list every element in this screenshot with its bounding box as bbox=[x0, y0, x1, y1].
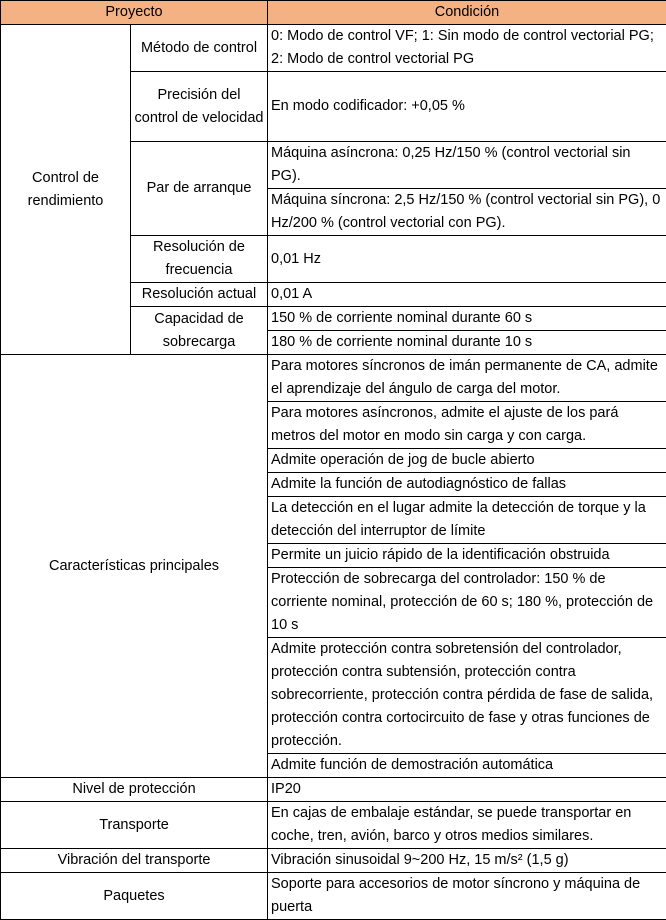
label-freq-resolution: Resolución de frecuencia bbox=[131, 236, 268, 283]
table-row bbox=[1, 25, 666, 72]
feature-item: Permite un juicio rápido de la identificación obstruida bbox=[268, 544, 666, 568]
header-project: Proyecto bbox=[1, 1, 268, 25]
value-control-method: 0: Modo de control VF; 1: Sin modo de control vectorial PG; 2: Modo de control vectorial PG bbox=[268, 25, 666, 72]
label-transport: Transporte bbox=[1, 802, 268, 849]
group-performance: Control de rendimiento bbox=[1, 25, 131, 355]
feature-item: Admite protección contra sobretensión del controlador, protección contra subtensión, protección contra sobrecorriente, protección contra pérdida de fase de salida, protección contra cortocircuito de fase y otras funciones de protección. bbox=[268, 638, 666, 754]
header-row bbox=[1, 1, 666, 25]
value-current-resolution: 0,01 A bbox=[268, 283, 666, 307]
value-vibration: Vibración sinusoidal 9~200 Hz, 15 m/s² (1,5 g) bbox=[268, 849, 666, 873]
feature-item: Admite la función de autodiagnóstico de fallas bbox=[268, 473, 666, 497]
feature-item: Para motores síncronos de imán permanente de CA, admite el aprendizaje del ángulo de carga del motor. bbox=[268, 355, 666, 402]
value-torque-sync: Máquina síncrona: 2,5 Hz/150 % (control vectorial sin PG), 0 Hz/200 % (control vectorial con PG). bbox=[268, 189, 666, 236]
feature-item: Protección de sobrecarga del controlador: 150 % de corriente nominal, protección de 60 s; 180 %, protección de 10 s bbox=[268, 568, 666, 638]
value-speed-precision: En modo codificador: +0,05 % bbox=[268, 72, 666, 142]
table-row bbox=[1, 849, 666, 873]
table-row bbox=[1, 802, 666, 849]
table-row bbox=[1, 778, 666, 802]
label-speed-precision: Precisión del control de velocidad bbox=[131, 72, 268, 142]
label-control-method: Método de control bbox=[131, 25, 268, 72]
value-freq-resolution: 0,01 Hz bbox=[268, 236, 666, 283]
label-starting-torque: Par de arranque bbox=[131, 142, 268, 236]
label-packages: Paquetes bbox=[1, 873, 268, 920]
feature-item: Admite operación de jog de bucle abierto bbox=[268, 449, 666, 473]
value-torque-async: Máquina asíncrona: 0,25 Hz/150 % (control vectorial sin PG). bbox=[268, 142, 666, 189]
value-transport: En cajas de embalaje estándar, se puede transportar en coche, tren, avión, barco y otros medios similares. bbox=[268, 802, 666, 849]
value-packages: Soporte para accesorios de motor síncrono y máquina de puerta bbox=[268, 873, 666, 920]
value-overload-1: 150 % de corriente nominal durante 60 s bbox=[268, 307, 666, 331]
group-features: Características principales bbox=[1, 355, 268, 778]
feature-item: Admite función de demostración automática bbox=[268, 754, 666, 778]
label-current-resolution: Resolución actual bbox=[131, 283, 268, 307]
feature-item: Para motores asíncronos, admite el ajuste de los pará metros del motor en modo sin carga y con carga. bbox=[268, 402, 666, 449]
table-row bbox=[1, 355, 666, 402]
label-vibration: Vibración del transporte bbox=[1, 849, 268, 873]
label-protection: Nivel de protección bbox=[1, 778, 268, 802]
label-overload: Capacidad de sobrecarga bbox=[131, 307, 268, 355]
feature-item: La detección en el lugar admite la detección de torque y la detección del interruptor de límite bbox=[268, 497, 666, 544]
value-overload-2: 180 % de corriente nominal durante 10 s bbox=[268, 331, 666, 355]
table-row bbox=[1, 873, 666, 920]
value-protection: IP20 bbox=[268, 778, 666, 802]
header-condition: Condición bbox=[268, 1, 666, 25]
